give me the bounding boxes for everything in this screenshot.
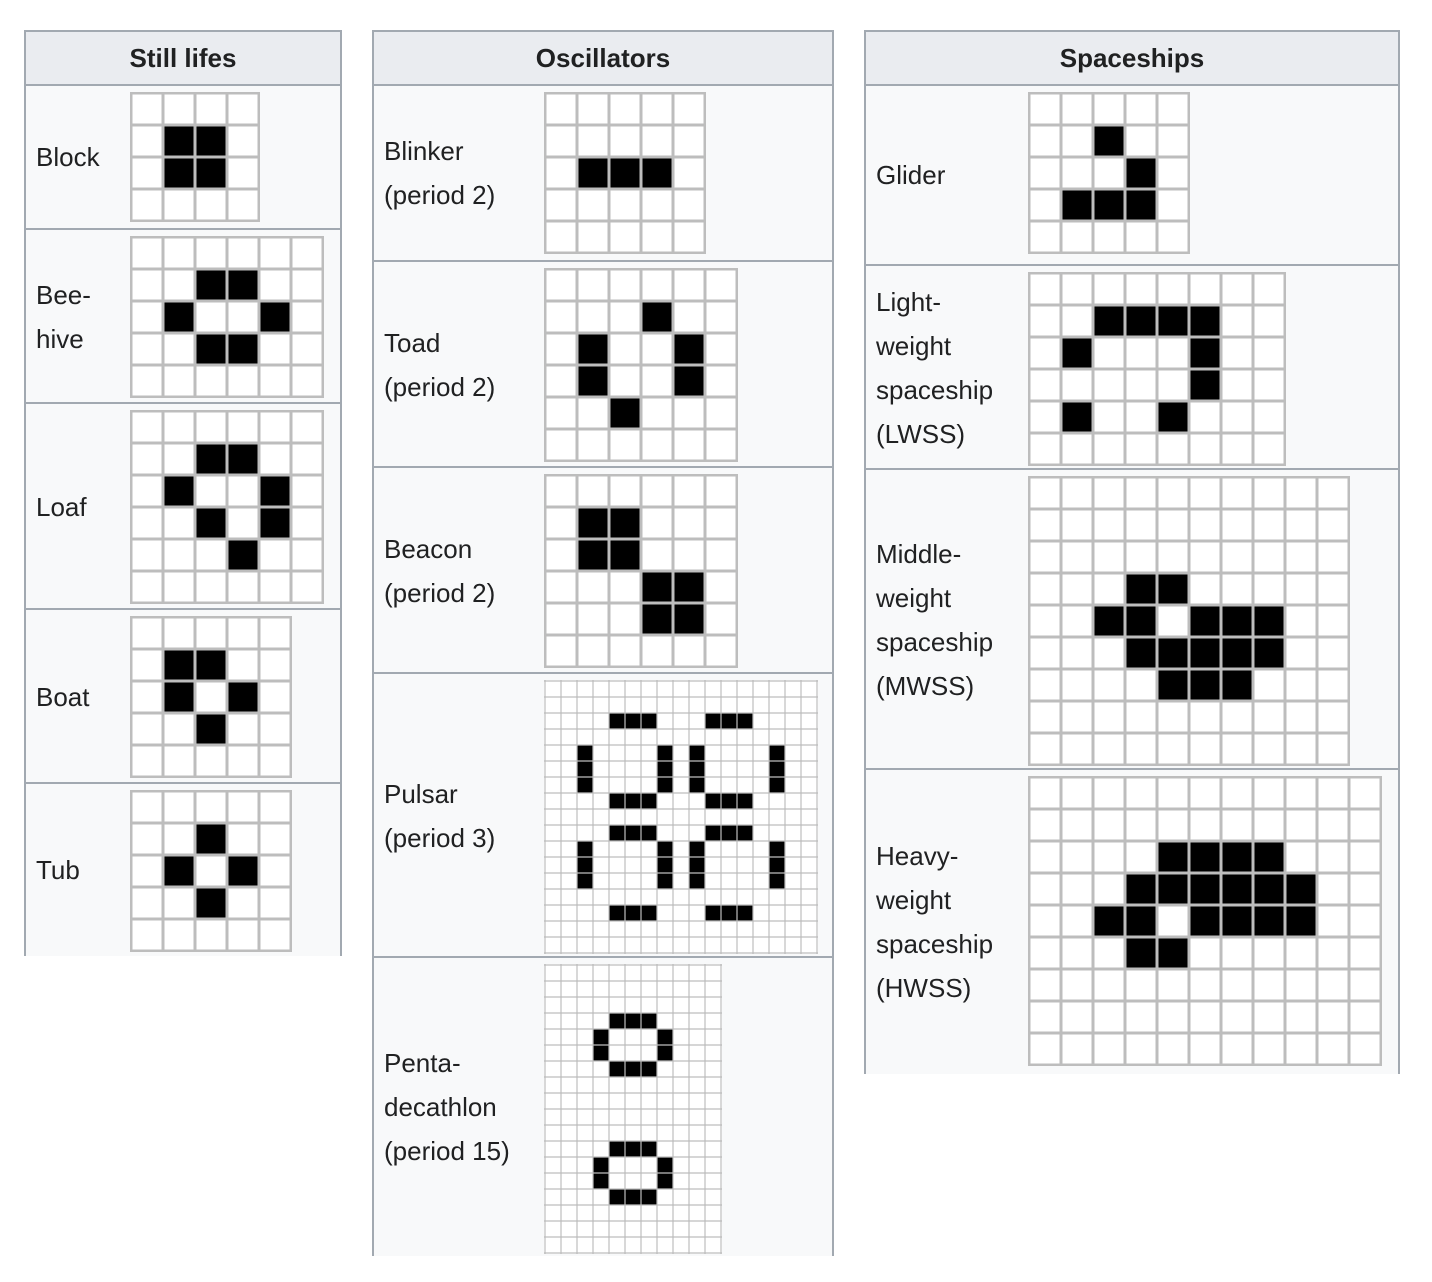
- live-cell: [1061, 401, 1093, 433]
- pattern-grid-pentadecathlon: [544, 964, 722, 1254]
- live-cell: [657, 1173, 673, 1189]
- live-cell: [641, 301, 673, 333]
- live-cell: [769, 873, 785, 889]
- live-cell: [641, 571, 673, 603]
- live-cell: [577, 857, 593, 873]
- live-cell: [1221, 637, 1253, 669]
- pattern-label: Loaf: [36, 492, 87, 522]
- live-cell: [641, 905, 657, 921]
- pattern-grid-tub: [130, 790, 292, 952]
- live-cell: [163, 855, 195, 887]
- live-cell: [721, 713, 737, 729]
- pattern-grid-glider: [1028, 92, 1190, 254]
- live-cell: [593, 1045, 609, 1061]
- oscillators-table: [372, 30, 834, 1256]
- live-cell: [163, 157, 195, 189]
- live-cell: [577, 777, 593, 793]
- live-cell: [163, 649, 195, 681]
- table-header: Still lifes: [26, 32, 340, 86]
- live-cell: [1253, 873, 1285, 905]
- pattern-label: Block: [36, 142, 100, 172]
- live-cell: [673, 603, 705, 635]
- table-header: Oscillators: [374, 32, 832, 86]
- live-cell: [609, 1061, 625, 1077]
- live-cell: [1061, 189, 1093, 221]
- live-cell: [1189, 605, 1221, 637]
- live-cell: [195, 649, 227, 681]
- live-cell: [625, 1141, 641, 1157]
- live-cell: [1189, 637, 1221, 669]
- live-cell: [1061, 337, 1093, 369]
- live-cell: [1221, 605, 1253, 637]
- live-cell: [195, 443, 227, 475]
- live-cell: [609, 713, 625, 729]
- live-cell: [195, 333, 227, 365]
- pattern-label: Beacon (period 2): [384, 534, 496, 608]
- live-cell: [593, 1029, 609, 1045]
- live-cell: [625, 713, 641, 729]
- pattern-row: [26, 402, 340, 610]
- live-cell: [1157, 873, 1189, 905]
- live-cell: [625, 1189, 641, 1205]
- live-cell: [163, 475, 195, 507]
- live-cell: [625, 825, 641, 841]
- pattern-label: Heavy- weight spaceship (HWSS): [876, 841, 994, 1003]
- live-cell: [227, 269, 259, 301]
- live-cell: [1189, 337, 1221, 369]
- live-cell: [1285, 873, 1317, 905]
- live-cell: [577, 507, 609, 539]
- live-cell: [657, 761, 673, 777]
- live-cell: [625, 793, 641, 809]
- pattern-label: Blinker (period 2): [384, 136, 496, 210]
- live-cell: [641, 1141, 657, 1157]
- live-cell: [1125, 873, 1157, 905]
- live-cell: [1189, 305, 1221, 337]
- live-cell: [1189, 873, 1221, 905]
- live-cell: [1221, 841, 1253, 873]
- live-cell: [1253, 605, 1285, 637]
- live-cell: [737, 825, 753, 841]
- pattern-grid-loaf: [130, 410, 324, 604]
- pattern-grid-pulsar: [544, 680, 818, 954]
- spaceships-table: [864, 30, 1400, 1074]
- live-cell: [577, 745, 593, 761]
- pattern-row: [866, 86, 1398, 264]
- live-cell: [227, 539, 259, 571]
- live-cell: [577, 761, 593, 777]
- pattern-grid-hwss: [1028, 776, 1382, 1066]
- live-cell: [1125, 189, 1157, 221]
- live-cell: [657, 1157, 673, 1173]
- pattern-row: [26, 86, 340, 228]
- live-cell: [577, 539, 609, 571]
- live-cell: [609, 793, 625, 809]
- live-cell: [609, 1189, 625, 1205]
- live-cell: [625, 1061, 641, 1077]
- live-cell: [1285, 905, 1317, 937]
- live-cell: [593, 1173, 609, 1189]
- live-cell: [593, 1157, 609, 1173]
- live-cell: [1125, 157, 1157, 189]
- live-cell: [1189, 905, 1221, 937]
- live-cell: [769, 745, 785, 761]
- live-cell: [721, 905, 737, 921]
- live-cell: [577, 365, 609, 397]
- pattern-row: [866, 768, 1398, 1074]
- live-cell: [195, 269, 227, 301]
- live-cell: [705, 713, 721, 729]
- pattern-label: Boat: [36, 682, 90, 712]
- pattern-grid-beacon: [544, 474, 738, 668]
- live-cell: [737, 713, 753, 729]
- live-cell: [641, 1061, 657, 1077]
- live-cell: [721, 793, 737, 809]
- live-cell: [705, 793, 721, 809]
- pattern-row: [374, 672, 832, 958]
- live-cell: [227, 681, 259, 713]
- live-cell: [1093, 305, 1125, 337]
- live-cell: [737, 793, 753, 809]
- live-cell: [689, 745, 705, 761]
- live-cell: [657, 841, 673, 857]
- pattern-label: Middle- weight spaceship (MWSS): [876, 539, 994, 701]
- live-cell: [689, 873, 705, 889]
- still-lifes-table: [24, 30, 342, 956]
- live-cell: [1125, 637, 1157, 669]
- live-cell: [1253, 841, 1285, 873]
- pattern-label: Bee- hive: [36, 280, 91, 354]
- live-cell: [1189, 841, 1221, 873]
- live-cell: [1125, 905, 1157, 937]
- live-cell: [1221, 905, 1253, 937]
- live-cell: [609, 1013, 625, 1029]
- pattern-row: [374, 956, 832, 1256]
- live-cell: [1125, 937, 1157, 969]
- table-header: Spaceships: [866, 32, 1398, 86]
- live-cell: [705, 825, 721, 841]
- live-cell: [195, 157, 227, 189]
- live-cell: [641, 1189, 657, 1205]
- live-cell: [1157, 573, 1189, 605]
- live-cell: [163, 301, 195, 333]
- pattern-row: [866, 264, 1398, 470]
- pattern-row: [26, 228, 340, 404]
- live-cell: [657, 857, 673, 873]
- live-cell: [689, 857, 705, 873]
- live-cell: [689, 761, 705, 777]
- live-cell: [195, 887, 227, 919]
- live-cell: [195, 507, 227, 539]
- pattern-label: Light- weight spaceship (LWSS): [876, 287, 994, 449]
- live-cell: [1093, 125, 1125, 157]
- pattern-label: Glider: [876, 160, 946, 190]
- live-cell: [657, 873, 673, 889]
- live-cell: [1221, 873, 1253, 905]
- live-cell: [609, 905, 625, 921]
- live-cell: [1157, 937, 1189, 969]
- live-cell: [641, 825, 657, 841]
- live-cell: [641, 1013, 657, 1029]
- pattern-grid-blinker: [544, 92, 706, 254]
- live-cell: [769, 777, 785, 793]
- live-cell: [1093, 189, 1125, 221]
- live-cell: [689, 841, 705, 857]
- pattern-row: [374, 86, 832, 260]
- live-cell: [577, 873, 593, 889]
- live-cell: [1189, 669, 1221, 701]
- live-cell: [673, 571, 705, 603]
- pattern-row: [374, 260, 832, 468]
- pattern-grid-lwss: [1028, 272, 1286, 466]
- live-cell: [195, 125, 227, 157]
- live-cell: [1157, 401, 1189, 433]
- live-cell: [641, 713, 657, 729]
- live-cell: [721, 825, 737, 841]
- live-cell: [657, 745, 673, 761]
- live-cell: [625, 1013, 641, 1029]
- pattern-grid-block: [130, 92, 260, 222]
- pattern-row: [866, 468, 1398, 770]
- live-cell: [1093, 605, 1125, 637]
- live-cell: [227, 333, 259, 365]
- live-cell: [259, 475, 291, 507]
- live-cell: [227, 443, 259, 475]
- live-cell: [1189, 369, 1221, 401]
- live-cell: [1125, 305, 1157, 337]
- live-cell: [625, 905, 641, 921]
- pattern-label: Pulsar (period 3): [384, 779, 496, 853]
- live-cell: [769, 841, 785, 857]
- live-cell: [195, 823, 227, 855]
- live-cell: [1093, 905, 1125, 937]
- live-cell: [577, 157, 609, 189]
- pattern-grid-toad: [544, 268, 738, 462]
- live-cell: [1221, 669, 1253, 701]
- live-cell: [195, 713, 227, 745]
- live-cell: [657, 1045, 673, 1061]
- pattern-label: Toad (period 2): [384, 328, 496, 402]
- live-cell: [259, 301, 291, 333]
- pattern-grid-beehive: [130, 236, 324, 398]
- live-cell: [657, 777, 673, 793]
- live-cell: [1125, 605, 1157, 637]
- live-cell: [1157, 637, 1189, 669]
- live-cell: [641, 157, 673, 189]
- live-cell: [1157, 841, 1189, 873]
- live-cell: [577, 333, 609, 365]
- live-cell: [1157, 669, 1189, 701]
- live-cell: [737, 905, 753, 921]
- live-cell: [163, 125, 195, 157]
- live-cell: [577, 841, 593, 857]
- pattern-row: [374, 466, 832, 674]
- live-cell: [259, 507, 291, 539]
- live-cell: [1157, 305, 1189, 337]
- live-cell: [689, 777, 705, 793]
- live-cell: [1125, 573, 1157, 605]
- live-cell: [609, 825, 625, 841]
- live-cell: [609, 539, 641, 571]
- live-cell: [673, 365, 705, 397]
- pattern-row: [26, 608, 340, 784]
- pattern-label: Tub: [36, 855, 80, 885]
- live-cell: [227, 855, 259, 887]
- live-cell: [609, 507, 641, 539]
- live-cell: [609, 397, 641, 429]
- live-cell: [641, 793, 657, 809]
- pattern-label: Penta- decathlon (period 15): [384, 1048, 510, 1166]
- live-cell: [1253, 905, 1285, 937]
- live-cell: [705, 905, 721, 921]
- pattern-grid-boat: [130, 616, 292, 778]
- live-cell: [769, 761, 785, 777]
- live-cell: [769, 857, 785, 873]
- live-cell: [609, 157, 641, 189]
- pattern-row: [26, 782, 340, 956]
- live-cell: [609, 1141, 625, 1157]
- live-cell: [163, 681, 195, 713]
- live-cell: [657, 1029, 673, 1045]
- live-cell: [641, 603, 673, 635]
- live-cell: [1253, 637, 1285, 669]
- pattern-grid-mwss: [1028, 476, 1350, 766]
- live-cell: [673, 333, 705, 365]
